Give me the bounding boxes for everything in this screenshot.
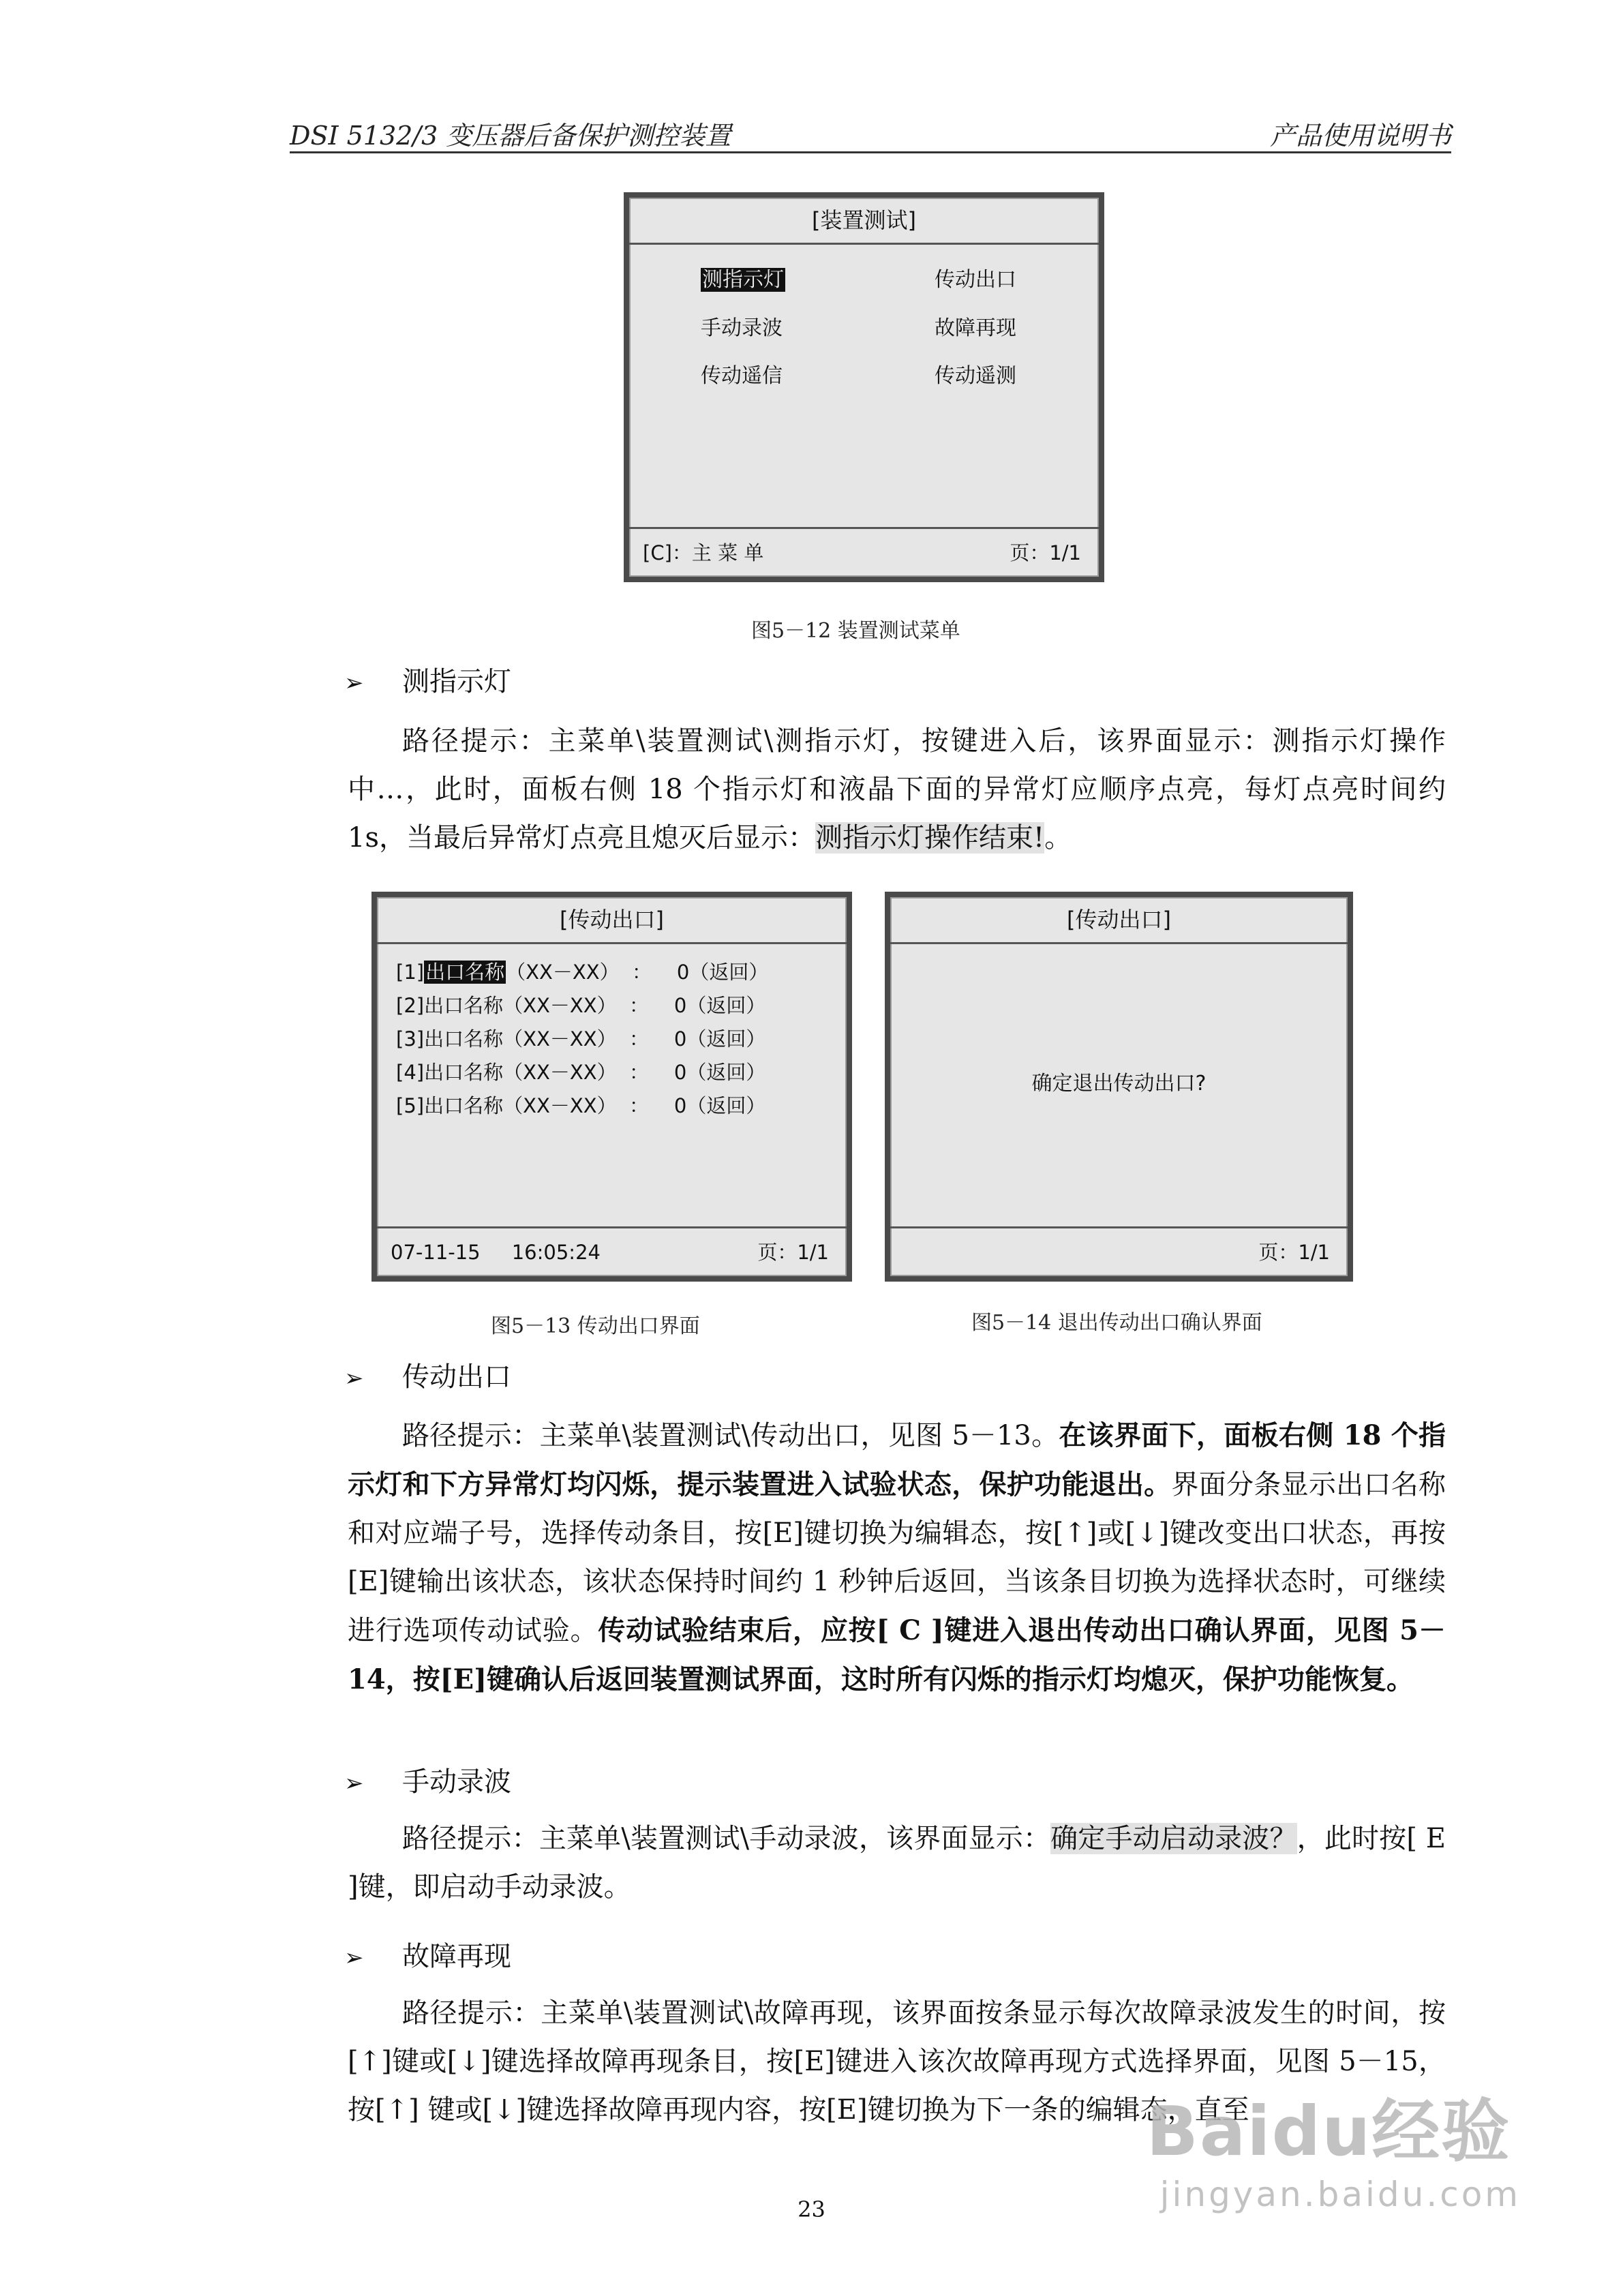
- paragraph-text: 路径提示：主菜单\装置测试\手动录波，该界面显示：: [402, 1823, 1051, 1854]
- section-title: 手动录波: [402, 1766, 511, 1798]
- highlight-text: 测指示灯操作结束!: [815, 822, 1045, 854]
- output-row[interactable]: [396, 956, 768, 989]
- paragraph-tail: ，此时按[ E ]键，即启动手动录波。: [348, 1823, 1446, 1903]
- section-heading-manual-record: [344, 1760, 511, 1799]
- paragraph-text: 路径提示：主菜单\装置测试\测指示灯，按键进入后，该界面显示：测指示灯操作中…，此时，面板右侧 18 个指示灯和液晶下面的异常灯应顺序点亮，每灯点亮时间约 1s，当最后异常灯点亮且熄灭后显示：: [348, 725, 1446, 854]
- menu-item-fault-replay[interactable]: 故障再现: [935, 316, 1016, 340]
- section-title: 故障再现: [402, 1941, 511, 1972]
- section-heading-drive-output: [344, 1355, 511, 1394]
- footer-main-menu: [C]：主 菜 单: [643, 541, 764, 564]
- row-name: 出口名称: [424, 994, 504, 1017]
- lcd-footer: [377, 1226, 847, 1276]
- output-row[interactable]: [396, 989, 768, 1023]
- bold-text: 在该界面下，面板右侧 18 个指示灯和下方异常灯均闪烁，提示装置进入试验状态，保护功能退出。: [348, 1419, 1446, 1500]
- paragraph-manual-record: [348, 1815, 1446, 1912]
- row-index: [2]: [396, 994, 425, 1017]
- row-name: 出口名称: [424, 1027, 504, 1051]
- lcd-title: [传动出口]: [890, 897, 1348, 944]
- bullet-arrow-icon: ➢: [344, 1365, 364, 1392]
- footer-page: 页：1/1: [1258, 1241, 1330, 1264]
- figure-caption-5-14: 图5－14 退出传动出口确认界面: [971, 1311, 1262, 1335]
- header-rule: [290, 151, 1451, 153]
- row-value: （XX－XX） ： 0（返回）: [503, 1027, 766, 1051]
- lcd-drive-output: [371, 892, 852, 1282]
- paragraph-text: 路径提示：主菜单\装置测试\传动出口，见图 5－13。: [402, 1420, 1059, 1451]
- row-value: （XX－XX） ： 0（返回）: [503, 994, 766, 1017]
- paragraph-test-lights: [348, 717, 1446, 862]
- footer-page: 页：1/1: [757, 1241, 829, 1264]
- bullet-arrow-icon: ➢: [344, 1944, 364, 1972]
- output-row[interactable]: [396, 1056, 768, 1089]
- lcd-title: [装置测试]: [629, 198, 1099, 245]
- menu-item-manual-record[interactable]: 手动录波: [701, 316, 783, 340]
- bullet-arrow-icon: ➢: [344, 669, 364, 697]
- menu-item-drive-measure[interactable]: 传动遥测: [935, 364, 1016, 388]
- output-row[interactable]: [396, 1089, 768, 1123]
- lcd-footer: [629, 527, 1099, 577]
- row-index: [4]: [396, 1061, 425, 1084]
- row-name: 出口名称: [424, 1094, 504, 1117]
- paragraph-text: 界面分条显示出口名称和对应端子号，选择传动条目，按[E]键切换为编辑态，按[↑]或[↓]键改变出口状态，再按[E]键输出该状态，该状态保持时间约 1 秒钟后返回，当该条目切换为选择状态时，可继续进行选项传动试验。: [348, 1469, 1446, 1646]
- section-title: 传动出口: [402, 1361, 511, 1393]
- row-name: 出口名称: [424, 1061, 504, 1084]
- row-name: 出口名称: [425, 961, 505, 984]
- figure-caption-5-13: 图5－13 传动出口界面: [491, 1314, 700, 1338]
- highlight-text: 确定手动启动录波？: [1050, 1823, 1297, 1854]
- section-heading-test-lights: [344, 660, 511, 699]
- output-row[interactable]: [396, 1023, 768, 1056]
- footer-datetime: 07-11-15 16:05:24: [391, 1241, 601, 1264]
- menu-item-drive-signal[interactable]: 传动遥信: [701, 364, 783, 388]
- menu-item-test-lights[interactable]: 测指示灯: [702, 268, 784, 292]
- lcd-footer: [890, 1226, 1348, 1276]
- row-value: （XX－XX） ： 0（返回）: [506, 961, 769, 984]
- figure-caption-5-12: 图5－12 装置测试菜单: [751, 619, 960, 643]
- bullet-arrow-icon: ➢: [344, 1770, 364, 1797]
- watermark-url: jingyan.baidu.com: [1159, 2175, 1521, 2214]
- output-list: [396, 956, 768, 1123]
- row-index: [3]: [396, 1027, 425, 1051]
- page-number: 23: [798, 2196, 825, 2222]
- lcd-exit-confirm: [885, 892, 1353, 1282]
- confirm-message: 确定退出传动出口?: [1031, 1072, 1207, 1096]
- paragraph-text: 路径提示：主菜单\装置测试\故障再现，该界面按条显示每次故障录波发生的时间，按[↑]键或[↓]键选择故障再现条目，按[E]键进入该次故障再现方式选择界面，见图 5－15，按[↑] 键或[↓]键选择故障再现内容，按[E]键切换为下一条的编辑态，直至: [348, 1997, 1446, 2126]
- footer-page: 页：1/1: [1010, 541, 1081, 564]
- lcd-title: [传动出口]: [377, 897, 847, 944]
- row-value: （XX－XX） ： 0（返回）: [503, 1061, 766, 1084]
- section-heading-fault-replay: [344, 1935, 511, 1974]
- watermark-logo-text: Baidu经验: [1146, 2091, 1511, 2171]
- header-doc-type: 产品使用说明书: [1269, 121, 1451, 151]
- header-title: DSI 5132/3 变压器后备保护测控装置: [290, 121, 731, 151]
- baidu-watermark: [1147, 2076, 1521, 2214]
- row-index: [5]: [396, 1094, 425, 1117]
- paragraph-tail: 。: [1044, 822, 1072, 854]
- section-title: 测指示灯: [402, 666, 511, 697]
- lcd-device-test-menu: [624, 192, 1104, 582]
- row-value: （XX－XX） ： 0（返回）: [503, 1094, 766, 1117]
- bold-text: 传动试验结束后，应按[ C ]键进入退出传动出口确认界面，见图 5－14，按[E]键确认后返回装置测试界面，这时所有闪烁的指示灯均熄灭，保护功能恢复。: [348, 1614, 1446, 1695]
- menu-item-drive-output[interactable]: 传动出口: [935, 268, 1016, 292]
- paragraph-drive-output: [348, 1411, 1446, 1704]
- row-index: [1]: [396, 961, 425, 984]
